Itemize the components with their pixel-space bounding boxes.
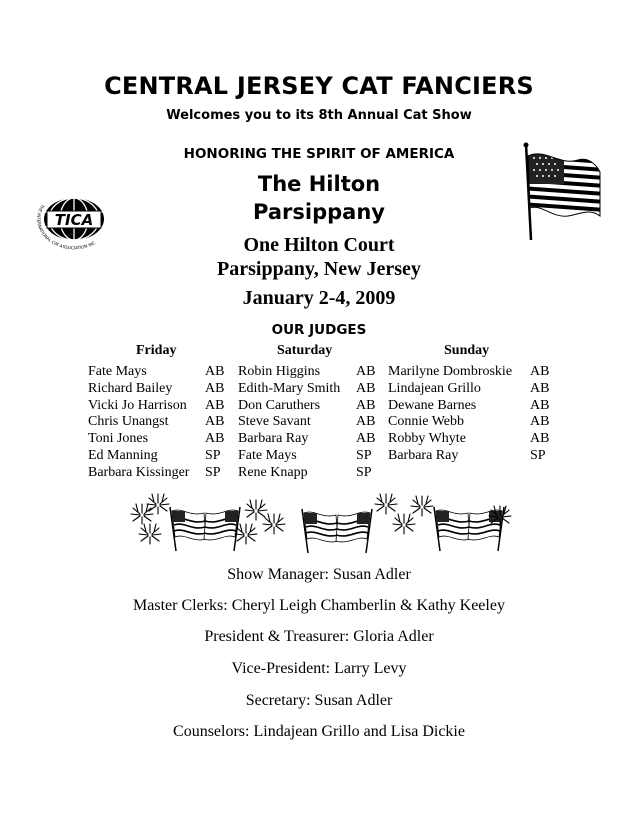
judge-name: Dewane Barnes: [388, 397, 477, 413]
venue-city: Parsippany: [253, 200, 385, 224]
american-flag-icon: [520, 142, 602, 242]
officer-show-manager: Show Manager: Susan Adler: [227, 566, 411, 583]
judge-code: AB: [356, 414, 376, 430]
judge-code: AB: [205, 380, 225, 396]
judge-name: Robin Higgins: [238, 364, 321, 379]
judge-name: Barbara Ray: [238, 431, 309, 447]
officer-counselors: Counselors: Lindajean Grillo and Lisa Dickie: [173, 723, 465, 740]
tica-logo-text: TICA: [54, 211, 94, 229]
judge-code: AB: [356, 380, 376, 396]
judge-name: Connie Webb: [388, 414, 464, 430]
judge-name: Edith-Mary Smith: [238, 380, 341, 396]
day-heading-saturday: Saturday: [277, 343, 333, 358]
show-theme: HONORING THE SPIRIT OF AMERICA: [183, 146, 455, 162]
judge-code: SP: [205, 447, 221, 463]
judge-code: SP: [205, 464, 221, 480]
address-city: Parsippany, New Jersey: [217, 258, 421, 280]
judge-name: Richard Bailey: [88, 380, 173, 396]
officer-master-clerks: Master Clerks: Cheryl Leigh Chamberlin & Kathy Keeley: [133, 597, 505, 614]
judge-name: Ed Manning: [88, 447, 158, 463]
judge-name: Vicki Jo Harrison: [88, 397, 187, 413]
judge-name: Chris Unangst: [88, 414, 169, 430]
judges-list-sunday: [388, 364, 512, 465]
judges-codes-sunday: [530, 364, 549, 465]
tica-logo: [34, 190, 110, 252]
judge-code: AB: [356, 364, 376, 379]
judge-code: AB: [530, 414, 550, 430]
day-heading-sunday: Sunday: [444, 343, 490, 358]
venue-name: The Hilton: [257, 172, 381, 196]
show-dates: January 2-4, 2009: [242, 287, 396, 309]
judge-name: Marilyne Dombroskie: [388, 364, 513, 379]
club-title: CENTRAL JERSEY CAT FANCIERS: [104, 72, 534, 100]
judge-name: Fate Mays: [238, 447, 297, 463]
judge-name: Don Caruthers: [238, 397, 321, 413]
judge-code: SP: [530, 447, 546, 463]
judge-code: SP: [356, 447, 372, 463]
judge-code: AB: [530, 364, 550, 379]
judge-code: AB: [530, 431, 550, 447]
judge-name: Rene Knapp: [238, 464, 308, 480]
officer-president-treasurer: President & Treasurer: Gloria Adler: [204, 628, 434, 645]
judge-code: AB: [530, 397, 550, 413]
judge-code: AB: [356, 431, 376, 447]
judge-name: Fate Mays: [88, 364, 147, 379]
judge-code: SP: [356, 464, 372, 480]
judge-name: Robby Whyte: [388, 431, 466, 447]
tica-logo-ring-text: THE INTERNATIONAL CAT ASSOCIATION INC: [36, 203, 97, 251]
judges-list-friday: [88, 364, 189, 482]
judges-codes-friday: [205, 364, 224, 482]
judge-name: Toni Jones: [88, 431, 149, 447]
judge-code: AB: [356, 397, 376, 413]
judge-name: Barbara Kissinger: [88, 464, 190, 480]
judge-name: Lindajean Grillo: [388, 380, 481, 396]
officer-secretary: Secretary: Susan Adler: [245, 692, 393, 709]
judge-code: AB: [205, 364, 225, 379]
judges-heading: OUR JUDGES: [271, 322, 367, 338]
judges-list-saturday: [238, 364, 340, 482]
officer-vice-president: Vice-President: Larry Levy: [231, 660, 407, 677]
judge-code: AB: [205, 397, 225, 413]
fireworks-flags-banner: [128, 491, 513, 557]
judge-name: Barbara Ray: [388, 447, 459, 463]
judge-code: AB: [205, 414, 225, 430]
address-street: One Hilton Court: [243, 234, 395, 256]
judge-code: AB: [530, 380, 550, 396]
judges-codes-saturday: [356, 364, 375, 482]
judge-code: AB: [205, 431, 225, 447]
show-subtitle: Welcomes you to its 8th Annual Cat Show: [166, 108, 472, 123]
judge-name: Steve Savant: [238, 414, 311, 430]
day-heading-friday: Friday: [136, 343, 177, 358]
